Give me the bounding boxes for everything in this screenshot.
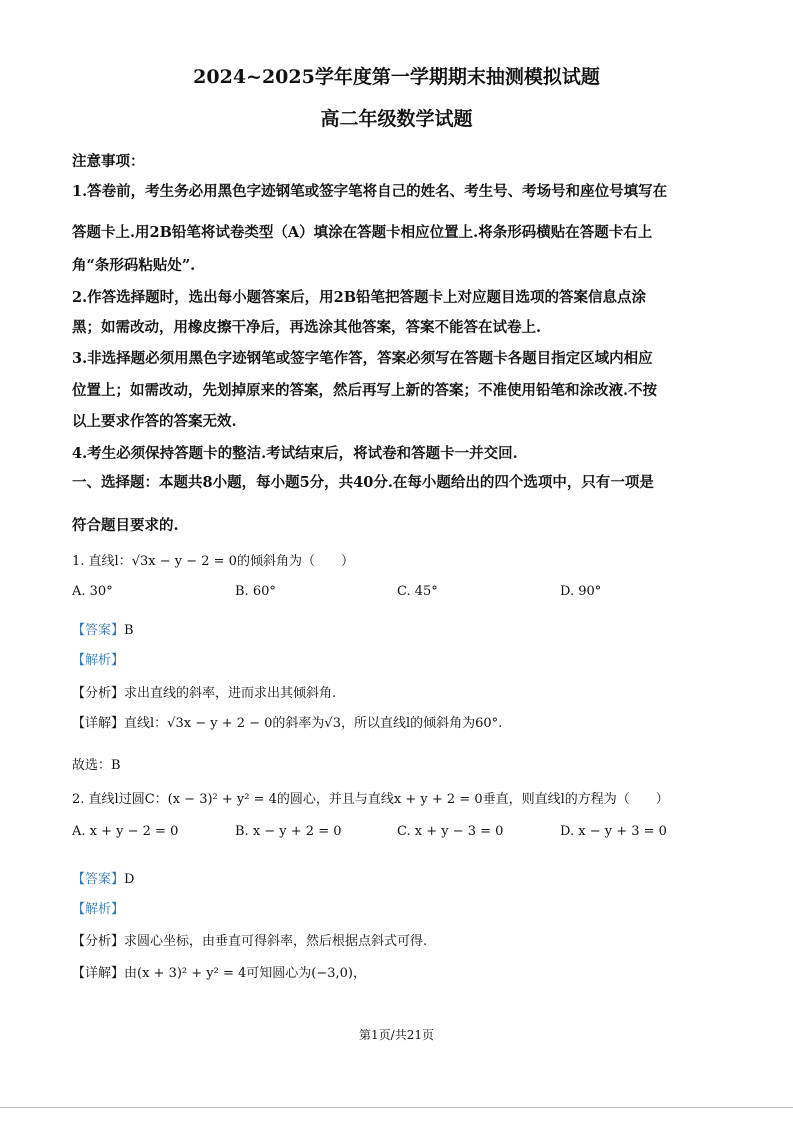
q2-option-d: D. x − y + 3 = 0 <box>560 824 667 839</box>
q1-analysis-tag: 【解析】 <box>72 653 125 668</box>
q2-option-c: C. x + y − 3 = 0 <box>397 824 504 839</box>
q2-analysis-tag: 【解析】 <box>72 902 125 917</box>
bottom-divider <box>0 1107 793 1108</box>
answer-value: B <box>124 623 134 638</box>
notice-heading: 注意事项： <box>72 153 145 170</box>
q1-xiangjie-row <box>72 712 502 731</box>
xiangjie-text: 由(x + 3)² + y² = 4可知圆心为(−3,0)， <box>124 966 366 981</box>
q1-option-a: A. 30° <box>72 584 113 599</box>
xiangjie-tag: 【详解】 <box>72 966 125 981</box>
xiangjie-text: 直线l：√3x − y + 2 − 0的斜率为√3，所以直线l的倾斜角为60°. <box>124 716 503 731</box>
q2-answer-row <box>72 868 134 887</box>
notice-line: 1.答卷前，考生务必用黑色字迹钢笔或签字笔将自己的姓名、考生号、考场号和座位号填写在 <box>72 183 668 200</box>
q1-answer-row <box>72 619 134 638</box>
q2-option-b: B. x − y + 2 = 0 <box>235 824 342 839</box>
page-title: 2024~2025学年度第一学期期末抽测模拟试题 <box>193 66 600 88</box>
q2-xiangjie-row <box>72 962 366 981</box>
answer-tag: 【答案】 <box>72 872 125 887</box>
q1-option-c: C. 45° <box>397 584 438 599</box>
fenxi-tag: 【分析】 <box>72 934 125 949</box>
notice-line: 角“条形码粘贴处”. <box>72 257 196 274</box>
q1-option-b: B. 60° <box>235 584 276 599</box>
q2-option-a: A. x + y − 2 = 0 <box>72 824 179 839</box>
xiangjie-tag: 【详解】 <box>72 716 125 731</box>
page-subtitle: 高二年级数学试题 <box>320 108 473 130</box>
fenxi-tag: 【分析】 <box>72 686 125 701</box>
q1-fenxi-row <box>72 682 336 701</box>
q2-fenxi-row <box>72 930 427 949</box>
notice-line: 3.非选择题必须用黑色字迹钢笔或签字笔作答，答案必须写在答题卡各题目指定区域内相应 <box>72 350 653 367</box>
answer-tag: 【答案】 <box>72 623 125 638</box>
notice-line: 4.考生必须保持答题卡的整洁.考试结束后，将试卷和答题卡一并交回. <box>72 445 518 462</box>
section-heading: 一、选择题：本题共8小题，每小题5分，共40分.在每小题给出的四个选项中，只有一项是 <box>72 474 654 491</box>
notice-line: 以上要求作答的答案无效. <box>72 413 237 430</box>
q1-choice: 故选：B <box>72 758 121 773</box>
section-heading-cont: 符合题目要求的. <box>72 517 179 534</box>
fenxi-text: 求出直线的斜率，进而求出其倾斜角. <box>124 686 337 701</box>
notice-line: 答题卡上.用2B铅笔将试卷类型（A）填涂在答题卡相应位置上.将条形码横贴在答题卡右上 <box>72 224 653 241</box>
question-2-stem: 2. 直线l过圆C：(x − 3)² + y² = 4的圆心，并且与直线x + y + 2 = 0垂直，则直线l的方程为（ ） <box>72 792 669 807</box>
notice-line: 位置上；如需改动，先划掉原来的答案，然后再写上新的答案；不准使用铅笔和涂改液.不按 <box>72 382 658 399</box>
page-number: 第1页/共21页 <box>359 1028 434 1042</box>
fenxi-text: 求圆心坐标，由垂直可得斜率，然后根据点斜式可得. <box>124 934 428 949</box>
answer-value: D <box>124 872 135 887</box>
notice-line: 黑；如需改动，用橡皮擦干净后，再选涂其他答案，答案不能答在试卷上. <box>72 319 542 336</box>
q1-option-d: D. 90° <box>560 584 602 599</box>
notice-line: 2.作答选择题时，选出每小题答案后，用2B铅笔把答题卡上对应题目选项的答案信息点涂 <box>72 289 646 306</box>
question-1-stem: 1. 直线l：√3x − y − 2 = 0的倾斜角为（ ） <box>72 554 354 569</box>
